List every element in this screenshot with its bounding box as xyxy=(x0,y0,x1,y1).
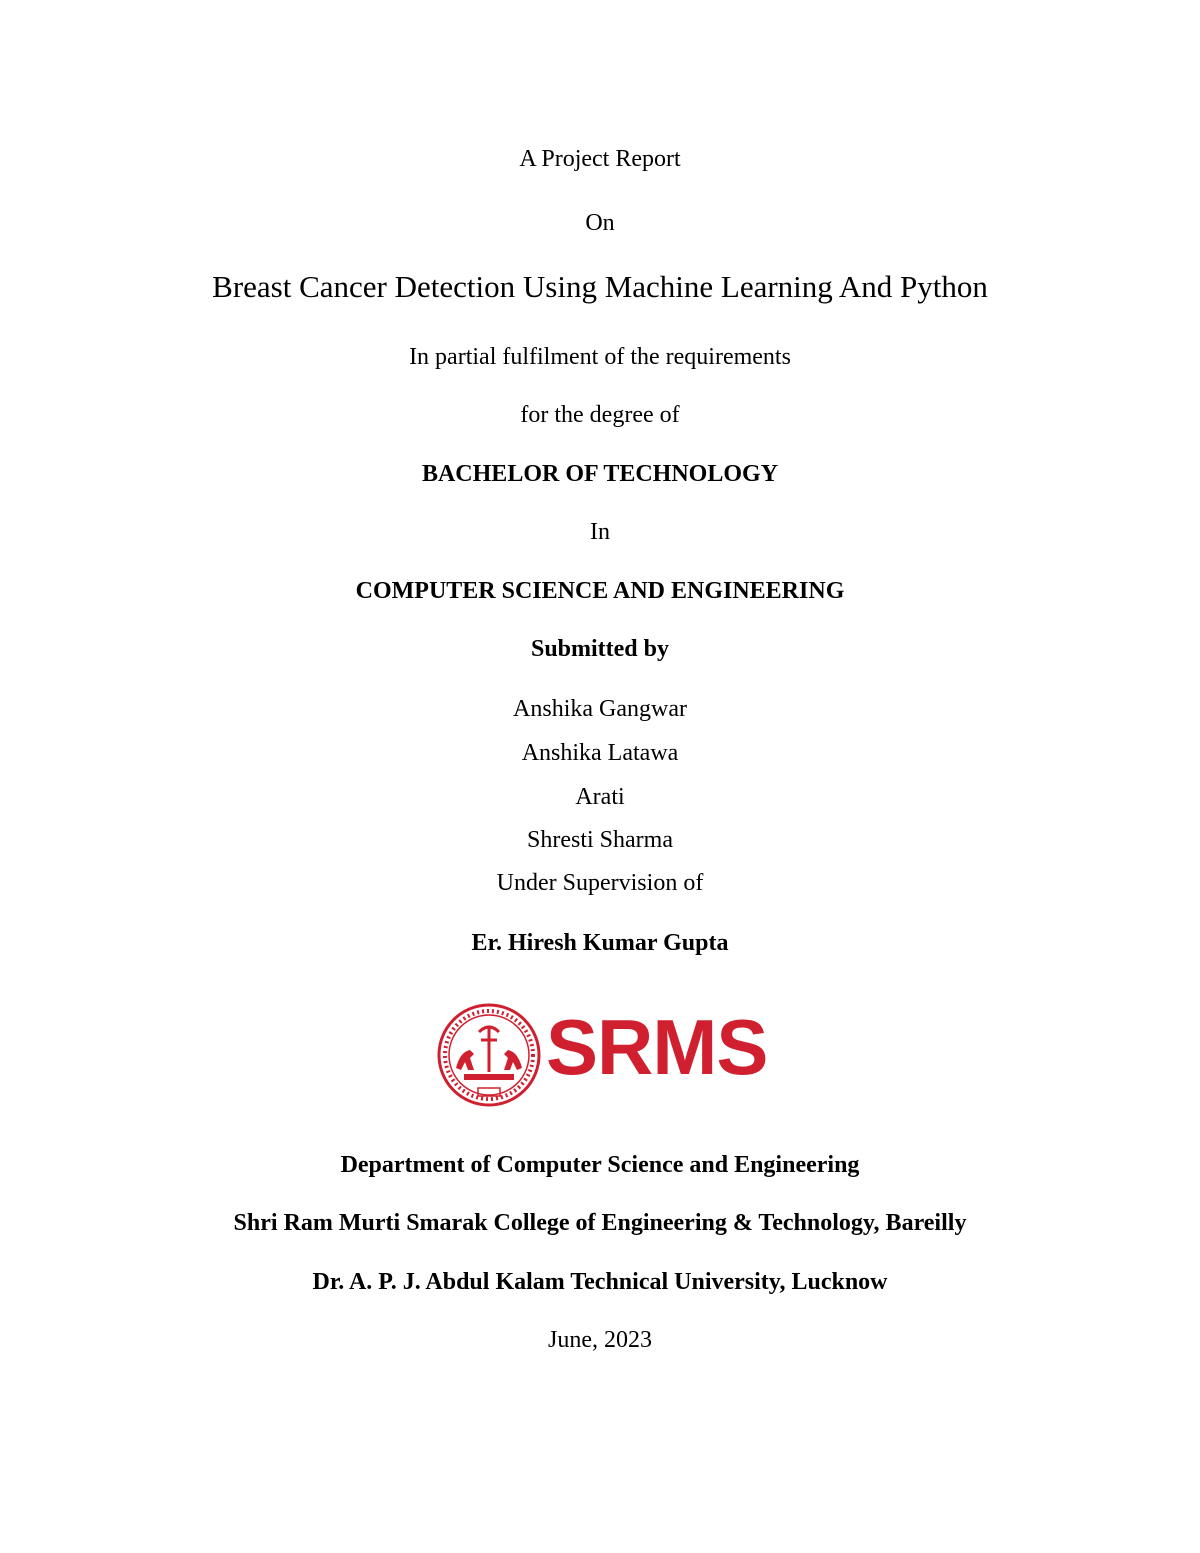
supervision-label: Under Supervision of xyxy=(496,870,704,896)
submitted-by-text: Submitted by xyxy=(530,636,670,662)
in-text: In xyxy=(590,519,610,545)
report-date: June, 2023 xyxy=(548,1327,652,1353)
student-name: Anshika Latawa xyxy=(521,740,679,766)
department-name: Department of Computer Science and Engineering xyxy=(340,1152,860,1178)
fulfilment-text: In partial fulfilment of the requirements xyxy=(409,344,791,370)
degree-of-text: for the degree of xyxy=(520,402,680,428)
report-kind: A Project Report xyxy=(519,146,681,172)
report-title: Breast Cancer Detection Using Machine Learning And Python xyxy=(212,269,988,304)
srms-logo xyxy=(434,1000,768,1110)
student-name: Shresti Sharma xyxy=(527,827,673,853)
university-name: Dr. A. P. J. Abdul Kalam Technical University, Lucknow xyxy=(312,1269,888,1295)
branch-name: COMPUTER SCIENCE AND ENGINEERING xyxy=(355,578,845,604)
srms-logo-text: SRMS xyxy=(546,1003,768,1091)
supervisor-name: Er. Hiresh Kumar Gupta xyxy=(471,930,729,956)
srms-seal-icon xyxy=(434,1000,544,1110)
student-name: Arati xyxy=(575,784,625,810)
student-name: Anshika Gangwar xyxy=(513,696,687,722)
college-name: Shri Ram Murti Smarak College of Engineering & Technology, Bareilly xyxy=(233,1210,967,1236)
degree-name: BACHELOR OF TECHNOLOGY xyxy=(421,461,779,487)
submitted-by-label xyxy=(0,637,1200,661)
report-on: On xyxy=(585,210,615,236)
